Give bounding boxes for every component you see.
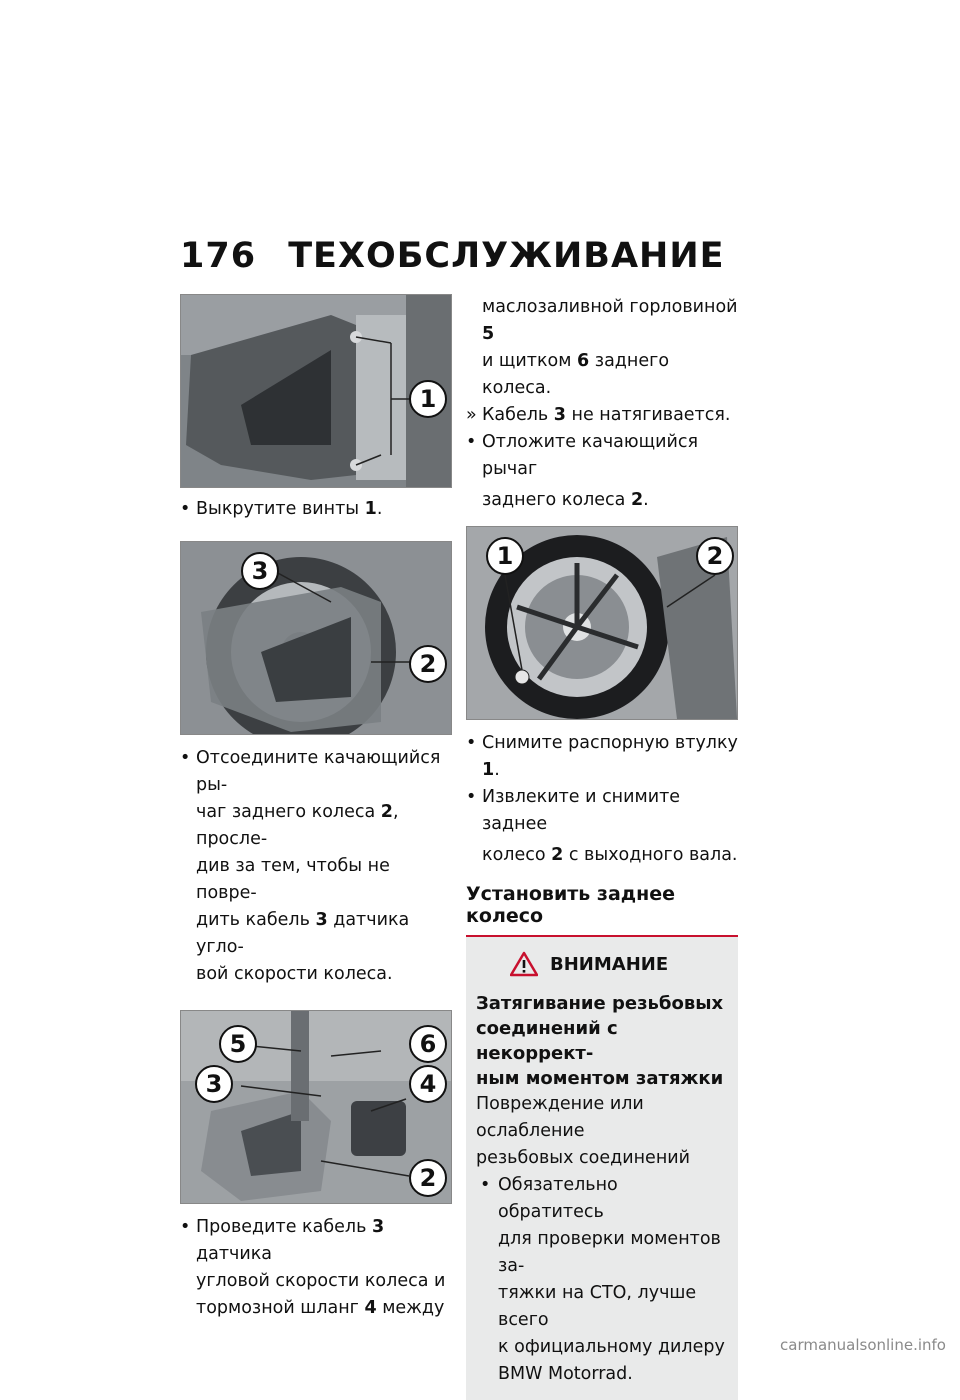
bullet-icon: • (180, 1217, 191, 1237)
warning-icon (510, 951, 538, 977)
page-header (180, 236, 725, 276)
step-disconnect: • Отсоедините качающийся ры- чаг заднего колеса 2, просле- див за тем, чтобы не повре- дить кабель 3 датчика угло- вой скорости колеса. (180, 745, 452, 988)
left-column (180, 294, 452, 1322)
callout-6: 6 (409, 1025, 447, 1063)
warning-header (510, 951, 728, 977)
page-number: 176 (180, 236, 257, 276)
warning-action: • Обязательно обратитесь для проверки моментов за- тяжки на СТО, лучше всего к официальному дилеру BMW Motorrad. (476, 1172, 728, 1388)
step-remove-spacer: • Снимите распорную втулку 1. (466, 730, 738, 784)
step-remove-wheel: • Извлеките и снимите заднее (466, 784, 738, 838)
step-route-cable: • Проведите кабель 3 датчика угловой скорости колеса и тормозной шланг 4 между (180, 1214, 452, 1322)
callout-1: 1 (409, 380, 447, 418)
figure-wheel-removal (466, 526, 738, 720)
callout-2: 2 (696, 537, 734, 575)
watermark: carmanualsonline.info (780, 1336, 946, 1354)
callout-1: 1 (486, 537, 524, 575)
figure-swingarm-screws (180, 294, 452, 488)
callout-3: 3 (195, 1065, 233, 1103)
bullet-icon: • (466, 432, 477, 452)
step-set-aside: • Отложите качающийся рычаг (466, 429, 738, 483)
bullet-icon: • (180, 499, 191, 519)
section-title: Установить заднее колесо (466, 883, 738, 937)
step-route-cable-cont: маслозаливной горловиной 5 (482, 297, 738, 344)
bullet-icon: • (180, 748, 191, 768)
warning-consequence: Повреждение или ослабление резьбовых соединений (476, 1094, 691, 1168)
callout-2: 2 (409, 645, 447, 683)
right-column: маслозаливной горловиной 5 и щитком 6 заднего колеса. » Кабель 3 не натягивается. • Отложите качающийся рычаг заднего колеса 2. 1 2 • Снимите распорную втулку 1. • Извлеките и снимите заднее колесо 2 с выходного вала. Установить заднее колесо ВНИМАНИЕ Затягивание резьбовых соединений с некоррект- ным моментом затяжки Повреждение или ослабление резьбовых соединений • Обязательно обратитесь для проверки моментов за- тяжки на СТО, лучше всего к официальному дилеру BMW Motorrad. (466, 294, 738, 1400)
callout-5: 5 (219, 1025, 257, 1063)
result-note: » Кабель 3 не натягивается. (466, 405, 731, 425)
callout-3: 3 (241, 552, 279, 590)
swingarm-photo-2 (181, 542, 451, 734)
callout-2: 2 (409, 1159, 447, 1197)
figure-swingarm-disconnect (180, 541, 452, 735)
warning-label: ВНИМАНИЕ (550, 953, 669, 975)
bullet-icon: • (466, 733, 477, 753)
bullet-icon: • (466, 787, 477, 807)
bullet-icon: • (480, 1175, 491, 1195)
step-unscrew: • Выкрутите винты 1. (180, 496, 452, 523)
warning-subtitle: Затягивание резьбовых соединений с некоррект- ным моментом затяжки (476, 993, 724, 1089)
warning-box (466, 937, 738, 1400)
figure-cable-routing (180, 1010, 452, 1204)
page-title: ТЕХОБСЛУЖИВАНИЕ (288, 236, 725, 276)
callout-4: 4 (409, 1065, 447, 1103)
